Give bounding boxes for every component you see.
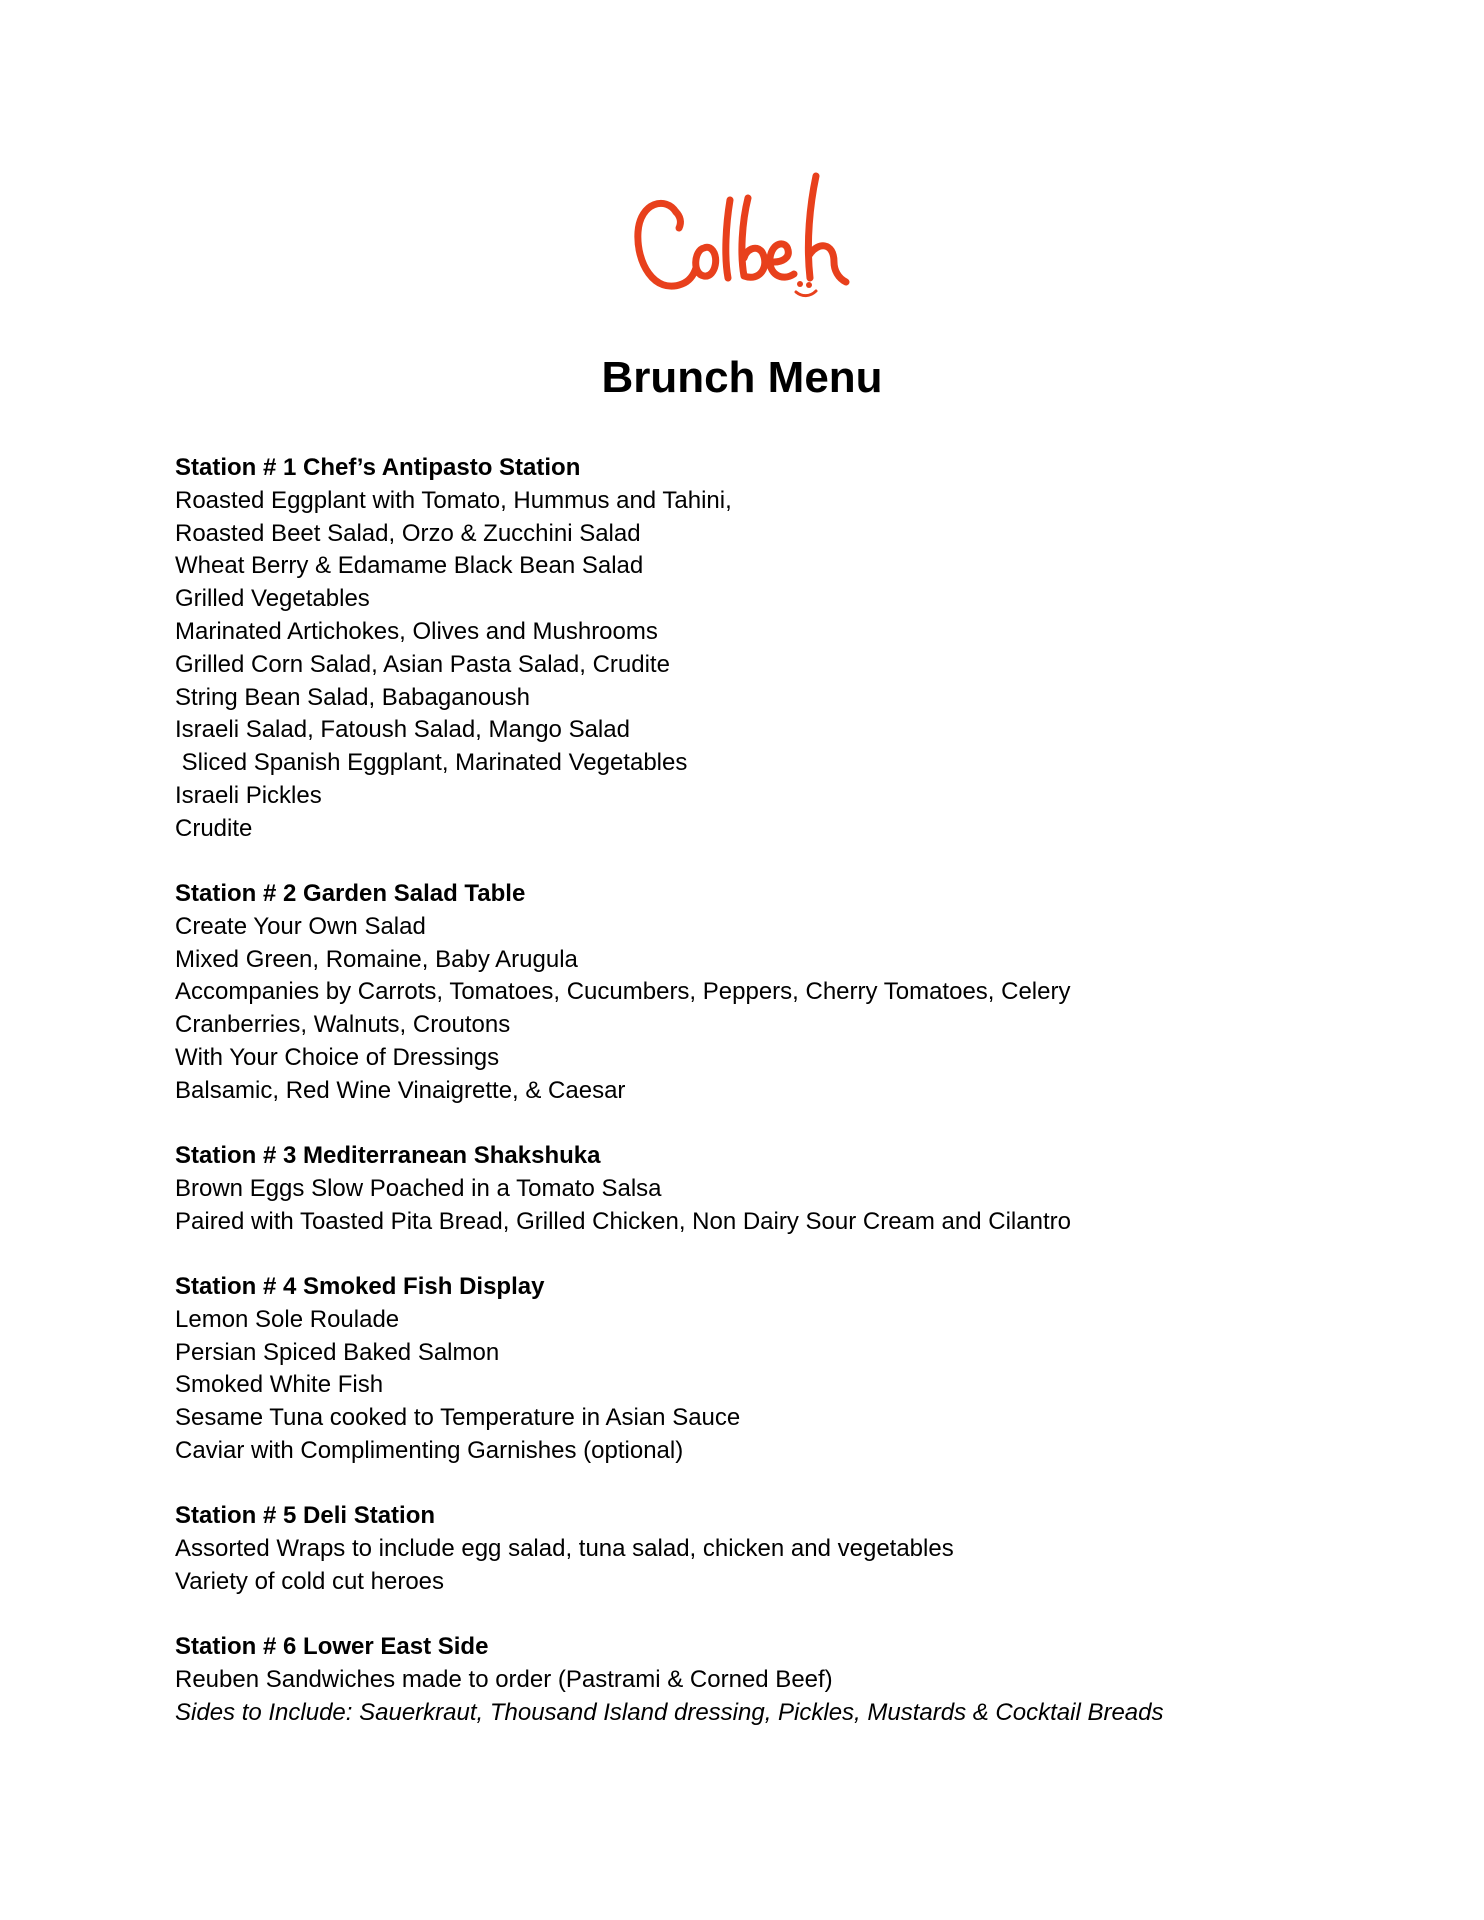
station-5 <box>175 1500 1375 1598</box>
station-4 <box>175 1271 1375 1468</box>
menu-item: Smoked White Fish <box>175 1371 384 1399</box>
colbeh-logo-image <box>630 170 860 320</box>
menu-item: Variety of cold cut heroes <box>175 1567 445 1595</box>
colbeh-logo <box>630 170 860 320</box>
page-title: Brunch Menu <box>601 353 883 402</box>
station-title: Station # 1 Chef’s Antipasto Station <box>175 454 581 481</box>
menu-item: Create Your Own Salad <box>175 912 426 940</box>
menu-item: Reuben Sandwiches made to order (Pastrami & Corned Beef) <box>175 1666 833 1693</box>
station-2 <box>175 878 1375 1108</box>
station-title: Station # 6 Lower East Side <box>175 1633 489 1661</box>
menu-item: Cranberries, Walnuts, Croutons <box>175 1011 511 1039</box>
station-title: Station # 2 Garden Salad Table <box>175 880 526 908</box>
station-title: Station # 5 Deli Station <box>175 1502 436 1530</box>
menu-item: Marinated Artichokes, Olives and Mushrooms <box>175 617 658 645</box>
menu-item: String Bean Salad, Babaganoush <box>175 683 530 711</box>
menu-item: Brown Eggs Slow Poached in a Tomato Salsa <box>175 1174 662 1202</box>
station-3 <box>175 1140 1375 1238</box>
menu-item: Roasted Eggplant with Tomato, Hummus and Tahini, <box>175 486 732 514</box>
menu-item: Caviar with Complimenting Garnishes (optional) <box>175 1437 684 1465</box>
menu-item: Lemon Sole Roulade <box>175 1305 400 1333</box>
station-1 <box>175 452 1375 846</box>
menu-item: Persian Spiced Baked Salmon <box>175 1338 500 1366</box>
station-title: Station # 4 Smoked Fish Display <box>175 1273 545 1301</box>
menu-item: Sliced Spanish Eggplant, Marinated Vegetables <box>175 749 688 777</box>
menu-item: Grilled Corn Salad, Asian Pasta Salad, Crudite <box>175 650 670 678</box>
menu-item: Israeli Pickles <box>175 781 322 809</box>
station-6 <box>175 1631 1375 1729</box>
menu-item: Wheat Berry & Edamame Black Bean Salad <box>175 552 644 580</box>
menu-item-note: Sides to Include: Sauerkraut, Thousand Island dressing, Pickles, Mustards & Cocktail Breads <box>175 1698 1164 1726</box>
menu-content <box>175 452 1375 1762</box>
menu-item: Assorted Wraps to include egg salad, tuna salad, chicken and vegetables <box>175 1535 954 1563</box>
menu-item: Balsamic, Red Wine Vinaigrette, & Caesar <box>175 1076 626 1104</box>
menu-item: Sesame Tuna cooked to Temperature in Asian Sauce <box>175 1404 741 1432</box>
menu-item: Mixed Green, Romaine, Baby Arugula <box>175 945 578 973</box>
menu-item: Israeli Salad, Fatoush Salad, Mango Salad <box>175 716 630 744</box>
menu-item: Grilled Vegetables <box>175 585 370 613</box>
menu-item: Roasted Beet Salad, Orzo & Zucchini Salad <box>175 519 641 547</box>
menu-item: Accompanies by Carrots, Tomatoes, Cucumbers, Peppers, Cherry Tomatoes, Celery <box>175 978 1071 1006</box>
menu-item: With Your Choice of Dressings <box>175 1044 500 1072</box>
menu-item: Crudite <box>175 814 253 842</box>
station-title: Station # 3 Mediterranean Shakshuka <box>175 1142 601 1170</box>
menu-item: Paired with Toasted Pita Bread, Grilled Chicken, Non Dairy Sour Cream and Cilantro <box>175 1207 1071 1235</box>
